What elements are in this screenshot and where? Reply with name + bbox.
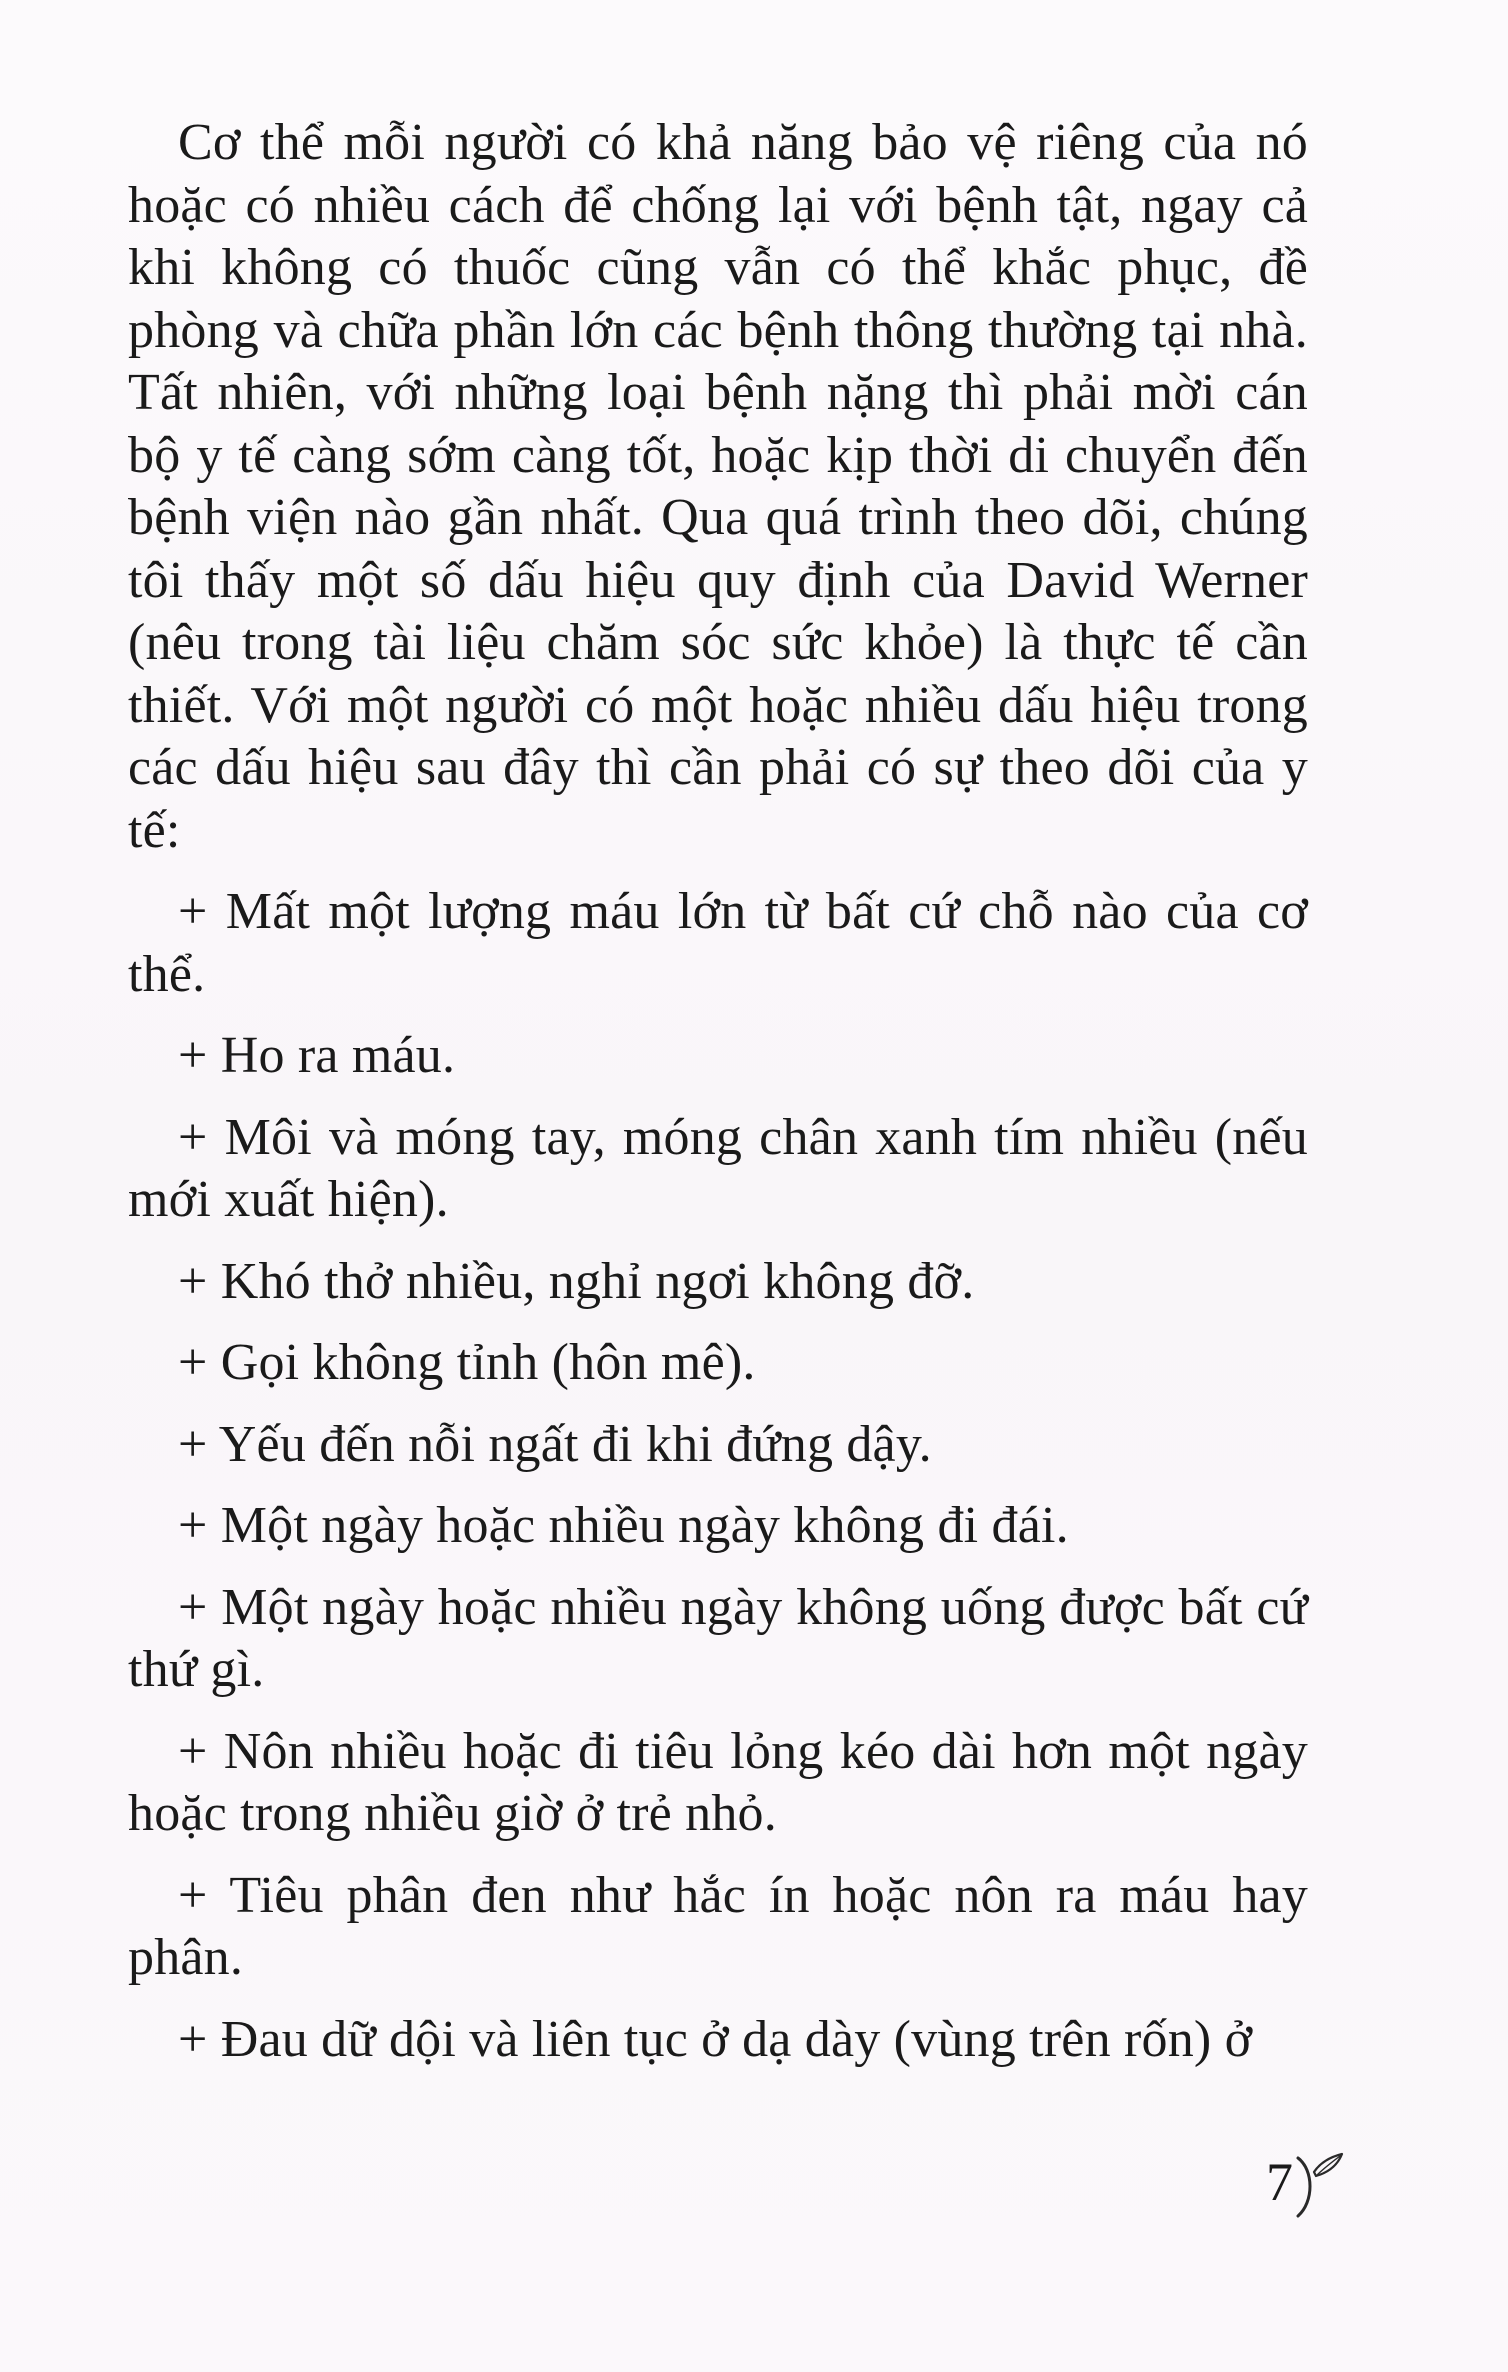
list-item: + Đau dữ dội và liên tục ở dạ dày (vùng trên rốn) ở xyxy=(178,2010,1253,2068)
list-item: + Mất một lượng máu lớn từ bất cứ chỗ nào của cơ thể. xyxy=(128,883,1308,1003)
list-item: + Tiêu phân đen như hắc ín hoặc nôn ra máu hay phân. xyxy=(128,1866,1308,1986)
page-number: 7 xyxy=(1266,2152,1293,2212)
list-item: + Môi và móng tay, móng chân xanh tím nhiều (nếu mới xuất hiện). xyxy=(128,1108,1308,1228)
list-item: + Ho ra máu. xyxy=(178,1027,456,1084)
intro-paragraph: Cơ thể mỗi người có khả năng bảo vệ riêng của nó hoặc có nhiều cách để chống lại với bệnh tật, ngay cả khi không có thuốc cũng vẫn có thể khắc phục, đề phòng và chữa phần lớn các bệnh thông thường tại nhà. Tất nhiên, với những loại bệnh nặng thì phải mời cán bộ y tế càng sớm càng tốt, hoặc kịp thời di chuyển đến bệnh viện nào gần nhất. Qua quá trình theo dõi, chúng tôi thấy một số dấu hiệu quy định của David Werner (nêu trong tài liệu chăm sóc sức khỏe) là thực tế cần thiết. Với một người có một hoặc nhiều dấu hiệu trong các dấu hiệu sau đây thì cần phải có sự theo dõi của y tế: xyxy=(128,114,1308,859)
page-text-block xyxy=(128,112,1308,2071)
list-item: + Yếu đến nỗi ngất đi khi đứng dậy. xyxy=(178,1415,932,1473)
list-item: + Một ngày hoặc nhiều ngày không uống được bất cứ thứ gì. xyxy=(128,1578,1308,1698)
list-item: + Nôn nhiều hoặc đi tiêu lỏng kéo dài hơn một ngày hoặc trong nhiều giờ ở trẻ nhỏ. xyxy=(128,1722,1308,1842)
leaf-bracket-ornament-icon xyxy=(1292,2148,1346,2224)
list-item: + Một ngày hoặc nhiều ngày không đi đái. xyxy=(178,1497,1069,1554)
list-item: + Gọi không tỉnh (hôn mê). xyxy=(178,1334,756,1391)
list-item: + Khó thở nhiều, nghỉ ngơi không đỡ. xyxy=(178,1252,975,1310)
warning-signs-list xyxy=(128,881,1308,2071)
page-footer xyxy=(1266,2148,1346,2228)
